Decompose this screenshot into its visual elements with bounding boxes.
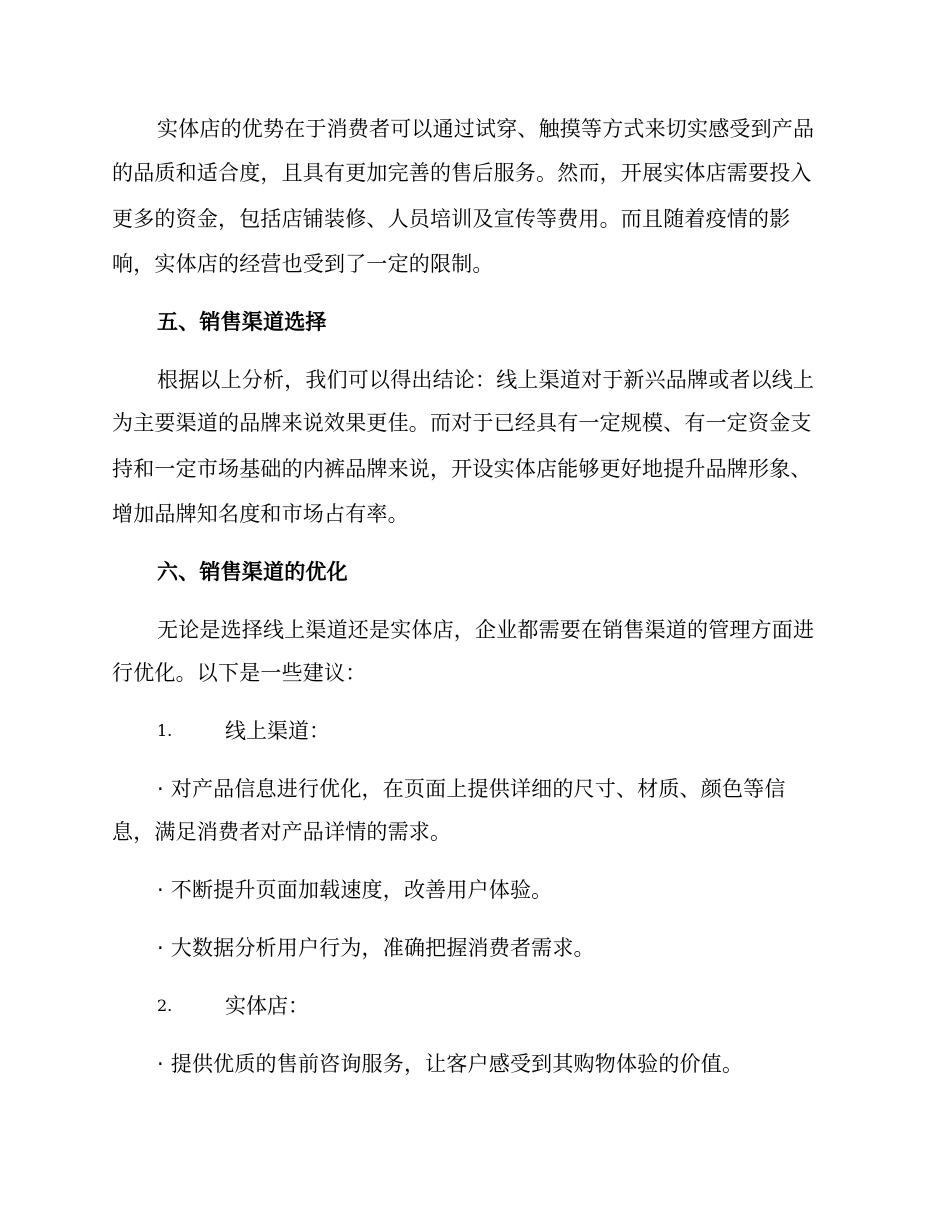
- paragraph-1-line-2: 的品质和适合度，且具有更加完善的售后服务。然而，开展实体店需要投入: [112, 161, 812, 185]
- list-item-2-label: 实体店：: [225, 994, 309, 1018]
- bullet-1-line-2: 息，满足消费者对产品详情的需求。: [112, 820, 452, 844]
- list-item-1-number: 1.: [157, 721, 173, 740]
- bullet-3: · 大数据分析用户行为，准确把握消费者需求。: [157, 936, 595, 960]
- paragraph-2-line-1: 根据以上分析，我们可以得出结论：线上渠道对于新兴品牌或者以线上: [157, 368, 815, 392]
- list-item-2-number: 2.: [157, 996, 173, 1015]
- paragraph-2-line-3: 持和一定市场基础的内裤品牌来说，开设实体店能够更好地提升品牌形象、: [112, 457, 812, 481]
- paragraph-3-line-1: 无论是选择线上渠道还是实体店，企业都需要在销售渠道的管理方面进: [157, 618, 815, 642]
- paragraph-3-line-2: 行优化。以下是一些建议：: [112, 661, 367, 685]
- section-heading-6: 六、销售渠道的优化: [157, 560, 348, 584]
- paragraph-1-line-3: 更多的资金，包括店铺装修、人员培训及宣传等费用。而且随着疫情的影: [112, 207, 791, 231]
- bullet-2: · 不断提升页面加载速度，改善用户体验。: [157, 878, 553, 902]
- bullet-4: · 提供优质的售前咨询服务，让客户感受到其购物体验的价值。: [157, 1052, 744, 1076]
- paragraph-2-line-2: 为主要渠道的品牌来说效果更佳。而对于已经具有一定规模、有一定资金支: [112, 411, 812, 435]
- paragraph-2-line-4: 增加品牌知名度和市场占有率。: [112, 502, 409, 526]
- section-heading-5: 五、销售渠道选择: [157, 310, 327, 334]
- paragraph-1-line-1: 实体店的优势在于消费者可以通过试穿、触摸等方式来切实感受到产品: [157, 117, 815, 141]
- paragraph-1-line-4: 响，实体店的经营也受到了一定的限制。: [112, 252, 494, 276]
- bullet-1-line-1: · 对产品信息进行优化，在页面上提供详细的尺寸、材质、颜色等信: [157, 777, 786, 801]
- list-item-1-label: 线上渠道：: [225, 719, 330, 743]
